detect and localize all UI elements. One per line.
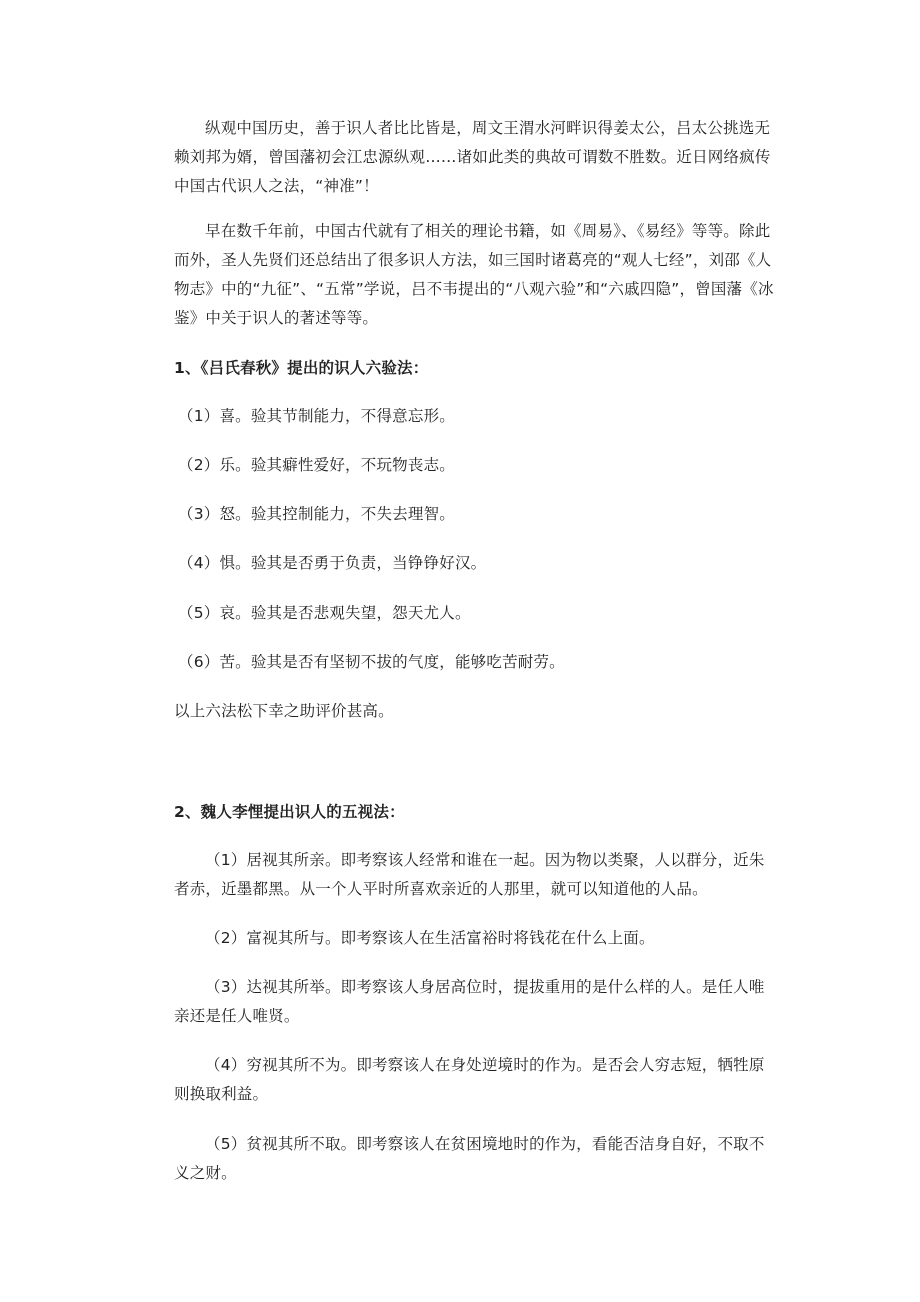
section1-item-4: （4）惧。验其是否勇于负责，当铮铮好汉。 xyxy=(178,554,487,572)
intro-paragraph-1: 纵观中国历史，善于识人者比比皆是，周文王渭水河畔识得姜太公，吕太公挑选无赖刘邦为婿，曾国藩初会江忠源纵观……诸如此类的典故可谓数不胜数。近日网络疯传中国古代识人之法，“神准”！ xyxy=(174,119,771,195)
intro-paragraph-2: 早在数千年前，中国古代就有了相关的理论书籍，如《周易》、《易经》等等。除此而外，圣人先贤们还总结出了很多识人方法，如三国时诸葛亮的“观人七经”，刘邵《人物志》中的“九征”、“五常”学说，吕不韦提出的“八观六验”和“六戚四隐”，曾国藩《冰鉴》中关于识人的著述等等。 xyxy=(174,222,774,327)
section1-item-6: （6）苦。验其是否有坚韧不拔的气度，能够吃苦耐劳。 xyxy=(178,653,565,671)
section1-note: 以上六法松下幸之助评价甚高。 xyxy=(174,702,394,720)
section2-item-4: （4）穷视其所不为。即考察该人在身处逆境时的作为。是否会人穷志短，牺牲原则换取利益。 xyxy=(174,1056,765,1103)
section2-title: 2、魏人李悝提出识人的五视法： xyxy=(174,803,405,821)
section1-item-1: （1）喜。验其节制能力，不得意忘形。 xyxy=(178,407,455,425)
section1-item-5: （5）哀。验其是否悲观失望，怨天尤人。 xyxy=(178,604,471,622)
section2-item-1: （1）居视其所亲。即考察该人经常和谁在一起。因为物以类聚，人以群分，近朱者赤，近墨都黑。从一个人平时所喜欢亲近的人那里，就可以知道他的人品。 xyxy=(174,851,765,898)
section2-item-2: （2）富视其所与。即考察该人在生活富裕时将钱花在什么上面。 xyxy=(205,929,655,947)
section1-title: 1、《吕氏春秋》提出的识人六验法： xyxy=(174,359,429,377)
section2-item-5: （5）贫视其所不取。即考察该人在贫困境地时的作为，看能否洁身自好，不取不义之财。 xyxy=(174,1135,765,1182)
section2-item-3: （3）达视其所举。即考察该人身居高位时，提拔重用的是什么样的人。是任人唯亲还是任人唯贤。 xyxy=(174,978,765,1025)
section1-item-2: （2）乐。验其癖性爱好，不玩物丧志。 xyxy=(178,456,455,474)
section1-item-3: （3）怒。验其控制能力，不失去理智。 xyxy=(178,505,455,523)
